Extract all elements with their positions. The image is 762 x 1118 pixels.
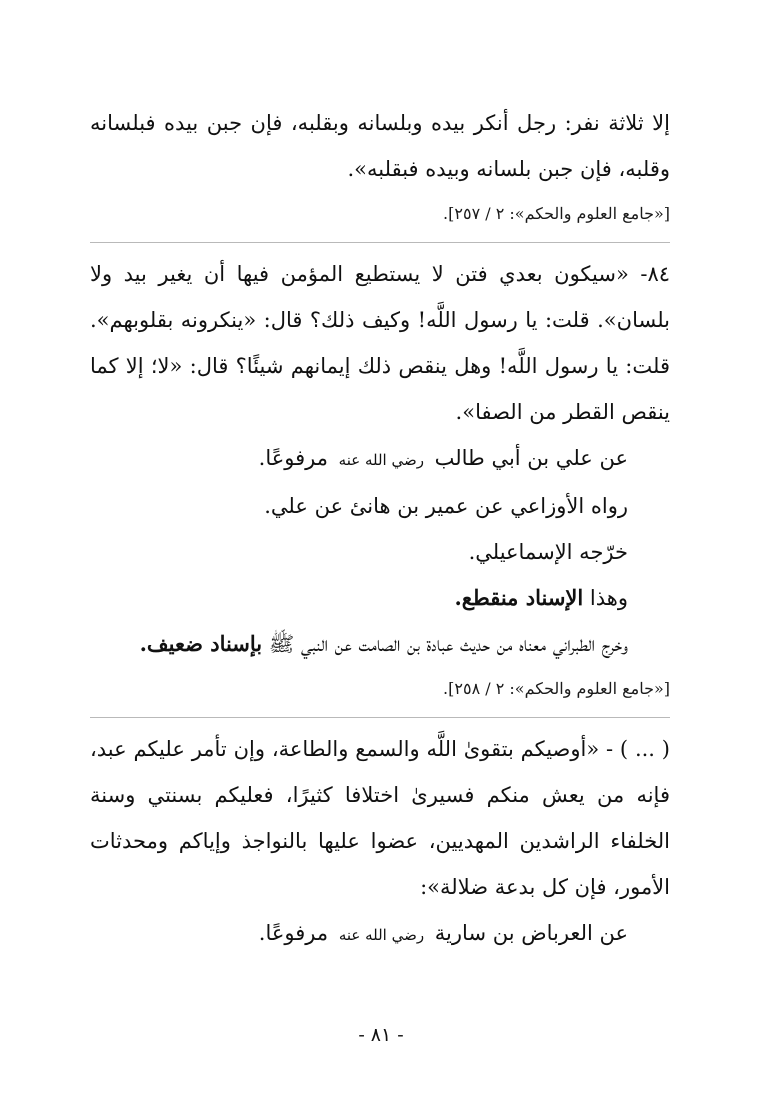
narrator-name: عن العرباض بن سارية bbox=[434, 921, 628, 945]
tabarani-grading: بإسناد ضعيف. bbox=[139, 631, 263, 656]
divider-1 bbox=[90, 242, 670, 243]
page-body bbox=[90, 100, 670, 958]
narrator-grade: مرفوعًا. bbox=[258, 446, 328, 470]
grading-bold: الإسناد منقطع. bbox=[454, 585, 584, 610]
page-number: - ٨١ - bbox=[358, 1024, 404, 1046]
source-reference-2: [«جامع العلوم والحكم»: ٢ / ٢٥٨]. bbox=[443, 679, 670, 698]
hadith-84-grading bbox=[90, 575, 670, 621]
continued-hadith-text: إلا ثلاثة نفر: رجل أنكر بيده وبلسانه وبقلبه، فإن جبن بيده فبلسانه وقلبه، فإن جبن بلسانه وبيده فبقلبه». bbox=[90, 111, 670, 181]
hadith-84-tabarani bbox=[90, 621, 670, 667]
narrator-grade: مرفوعًا. bbox=[258, 921, 329, 945]
narrator-name: عن علي بن أبي طالب bbox=[434, 446, 628, 470]
honorific-mark: رضي الله عنه bbox=[338, 926, 425, 944]
source-reference-1: [«جامع العلوم والحكم»: ٢ / ٢٥٧]. bbox=[443, 204, 670, 223]
tabarani-text: وخرج الطبراني معناه من حديث عبادة بن الصامت عن النبي bbox=[300, 632, 628, 656]
salawat-mark: ﷺ bbox=[268, 632, 295, 656]
hadith-irbad-text: ( ... ) - «أوصيكم بتقوىٰ اللَّه والسمع والطاعة، وإن تأمر عليكم عبد، فإنه من يعش منكم فسيرىٰ اختلافا كثيرًا، فعليكم بسنتي وسنة الخلفاء الراشدين المهديين، عضوا عليها بالنواجذ وإياكم ومحدثات الأمور، فإن كل بدعة ضلالة»: bbox=[90, 737, 670, 899]
hadith-84-chain: رواه الأوزاعي عن عمير بن هانئ عن علي. bbox=[264, 494, 628, 518]
grading-prefix: وهذا bbox=[589, 586, 628, 610]
hadith-irbad-narrator bbox=[90, 910, 670, 958]
divider-2 bbox=[90, 717, 670, 718]
hadith-84-narrator bbox=[90, 435, 670, 483]
hadith-84-takhrij: خرّجه الإسماعيلي. bbox=[468, 540, 628, 564]
honorific-mark: رضي الله عنه bbox=[338, 451, 424, 469]
hadith-84-text: ٨٤- «سيكون بعدي فتن لا يستطيع المؤمن فيها أن يغير بيد ولا بلسان». قلت: يا رسول اللَّه! وكيف ذلك؟ قال: «ينكرونه بقلوبهم». قلت: يا رسول اللَّه! وهل ينقص ذلك إيمانهم شيئًا؟ قال: «لا؛ إلا كما ينقص القطر من الصفا». bbox=[90, 262, 670, 424]
